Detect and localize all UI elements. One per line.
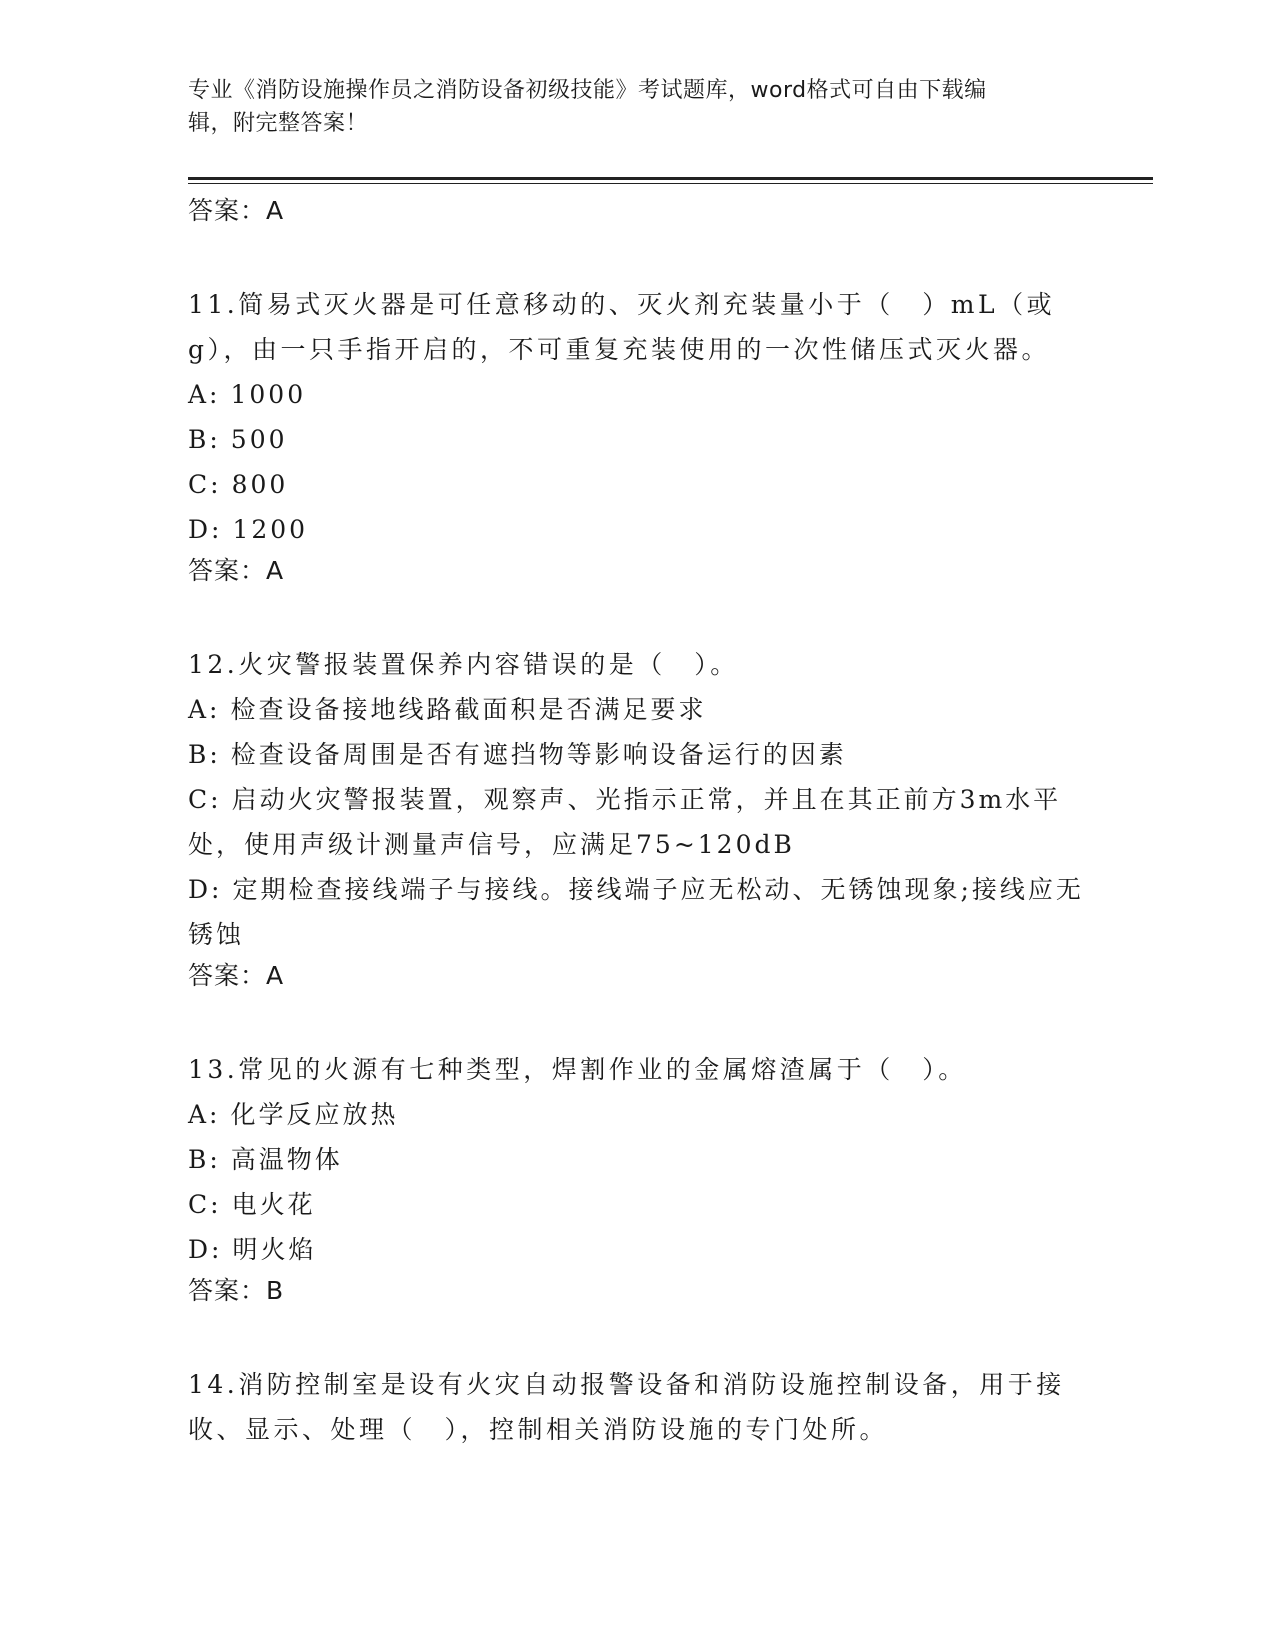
answer-label: 答案：: [188, 1276, 267, 1305]
question-13: [188, 1047, 1088, 1310]
option-text: 启动火灾警报装置，观察声、光指示正常，并且在其正前方3m水平处，使用声级计测量声信号，应满足75~120dB: [188, 785, 1062, 859]
answer-label: 答案：: [188, 961, 267, 990]
option-text: 1200: [232, 515, 309, 544]
option-key: B:: [188, 740, 221, 769]
question-number: 13.: [188, 1055, 239, 1084]
option-key: D:: [188, 1235, 223, 1264]
header-line-1: 专业《消防设施操作员之消防设备初级技能》考试题库，word格式可自由下载编: [188, 78, 987, 103]
question-11: [188, 282, 1088, 590]
header-line-2: 辑，附完整答案！: [188, 111, 369, 136]
option-c: [188, 462, 1088, 507]
question-answer: [188, 1272, 1088, 1310]
option-text: 800: [231, 470, 289, 499]
question-body: 简易式灭火器是可任意移动的、灭火剂充装量小于（ ）mL（或g），由一只手指开启的，不可重复充装使用的一次性储压式灭火器。: [188, 290, 1056, 364]
option-text: 检查设备接地线路截面积是否满足要求: [230, 695, 707, 724]
option-d: [188, 507, 1088, 552]
answer-value: A: [266, 556, 285, 585]
option-key: C:: [188, 785, 222, 814]
question-body: 常见的火源有七种类型，焊割作业的金属熔渣属于（ ）。: [238, 1055, 967, 1084]
question-list: [188, 192, 1088, 1452]
option-text: 电火花: [231, 1190, 316, 1219]
option-a: [188, 372, 1088, 417]
previous-answer: [188, 192, 1088, 230]
option-text: 500: [230, 425, 288, 454]
option-key: C:: [188, 1190, 222, 1219]
option-text: 检查设备周围是否有遮挡物等影响设备运行的因素: [230, 740, 847, 769]
question-body: 火灾警报装置保养内容错误的是（ ）。: [238, 650, 739, 679]
answer-label: 答案：: [188, 196, 267, 225]
option-key: B:: [188, 425, 221, 454]
option-c: [188, 777, 1088, 867]
document-header: [188, 74, 1088, 140]
answer-label: 答案：: [188, 556, 267, 585]
option-d: [188, 867, 1088, 957]
question-number: 14.: [188, 1370, 239, 1399]
question-body: 消防控制室是设有火灾自动报警设备和消防设施控制设备，用于接收、显示、处理（ ），控制相关消防设施的专门处所。: [188, 1370, 1065, 1444]
question-text: [188, 1047, 1088, 1092]
option-b: [188, 732, 1088, 777]
question-text: [188, 282, 1088, 372]
header-divider-thin: [188, 183, 1153, 184]
option-key: B:: [188, 1145, 221, 1174]
answer-value: A: [266, 961, 285, 990]
question-number: 11.: [188, 290, 239, 319]
option-a: [188, 1092, 1088, 1137]
question-14: [188, 1362, 1088, 1452]
option-c: [188, 1182, 1088, 1227]
option-key: A:: [188, 380, 221, 409]
question-answer: [188, 552, 1088, 590]
option-key: A:: [188, 1100, 221, 1129]
answer-value: A: [266, 196, 285, 225]
option-key: A:: [188, 695, 221, 724]
header-divider-thick: [188, 177, 1153, 180]
question-number: 12.: [188, 650, 239, 679]
option-d: [188, 1227, 1088, 1272]
question-text: [188, 1362, 1088, 1452]
answer-value: B: [266, 1276, 285, 1305]
question-12: [188, 642, 1088, 995]
option-a: [188, 687, 1088, 732]
option-text: 定期检查接线端子与接线。接线端子应无松动、无锈蚀现象;接线应无锈蚀: [188, 875, 1084, 949]
question-answer: [188, 957, 1088, 995]
option-text: 明火焰: [232, 1235, 317, 1264]
option-text: 化学反应放热: [230, 1100, 399, 1129]
question-text: [188, 642, 1088, 687]
option-text: 1000: [230, 380, 307, 409]
option-text: 高温物体: [230, 1145, 343, 1174]
option-key: C:: [188, 470, 222, 499]
option-key: D:: [188, 515, 223, 544]
option-key: D:: [188, 875, 223, 904]
option-b: [188, 1137, 1088, 1182]
option-b: [188, 417, 1088, 462]
